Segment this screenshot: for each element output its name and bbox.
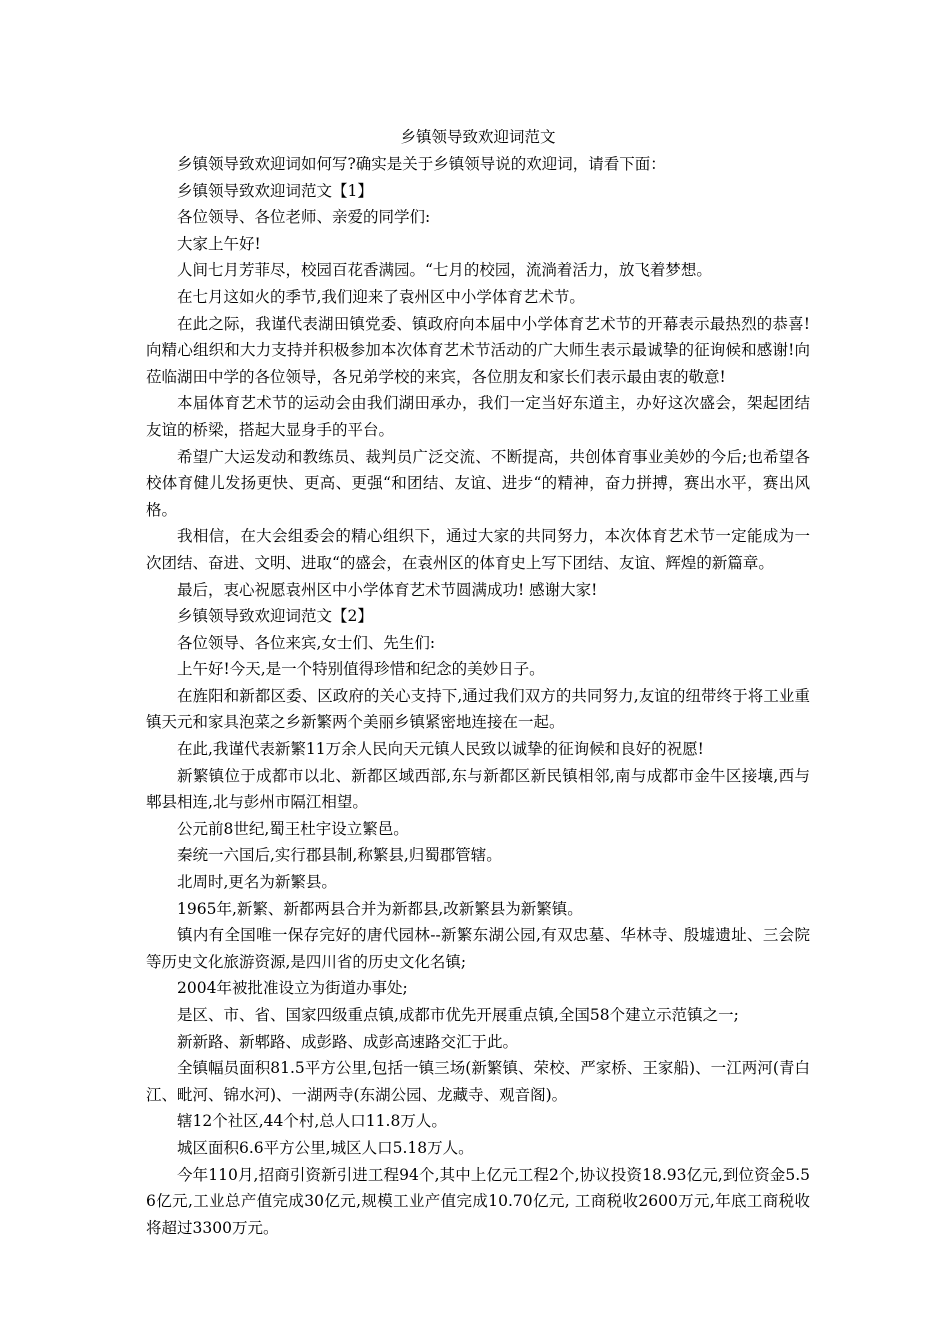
paragraph: 在此之际，我谨代表湖田镇党委、镇政府向本届中小学体育艺术节的开幕表示最热烈的恭喜!向精心组织和大力支持并积极参加本次体育艺术节活动的广大师生表示最诚挚的征询候和感谢!向莅临湖田中学的各位领导，各兄弟学校的来宾，各位朋友和家长们表示最由衷的敬意! bbox=[146, 314, 810, 386]
paragraph: 乡镇领导致欢迎词范文【1】 bbox=[177, 181, 373, 200]
paragraph: 1965年,新繁、新都两县合并为新都县,改新繁县为新繁镇。 bbox=[177, 899, 583, 918]
paragraph: 辖12个社区,44个村,总人口11.8万人。 bbox=[177, 1112, 447, 1131]
document-title: 乡镇领导致欢迎词范文 bbox=[400, 128, 556, 146]
paragraph: 各位领导、各位来宾,女士们、先生们: bbox=[177, 633, 436, 652]
document-page bbox=[146, 124, 810, 1241]
paragraph: 我相信，在大会组委会的精心组织下，通过大家的共同努力，本次体育艺术节一定能成为一次团结、奋进、文明、进取“的盛会，在袁州区的体育史上写下团结、友谊、辉煌的新篇章。 bbox=[146, 527, 810, 572]
paragraph: 最后，衷心祝愿袁州区中小学体育艺术节圆满成功! 感谢大家! bbox=[177, 580, 598, 599]
paragraph: 上午好!今天,是一个特别值得珍惜和纪念的美妙日子。 bbox=[177, 660, 545, 679]
paragraph: 是区、市、省、国家四级重点镇,成都市优先开展重点镇,全国58个建立示范镇之一; bbox=[177, 1006, 739, 1024]
paragraph: 在此,我谨代表新繁11万余人民向天元镇人民致以诚挚的征询候和良好的祝愿! bbox=[177, 740, 704, 759]
paragraph: 人间七月芳菲尽，校园百花香满园。“七月的校园，流淌着活力，放飞着梦想。 bbox=[177, 261, 712, 280]
paragraph: 大家上午好! bbox=[177, 234, 261, 253]
paragraph: 新新路、新郫路、成彭路、成彭高速路交汇于此。 bbox=[177, 1032, 519, 1051]
paragraph: 北周时,更名为新繁县。 bbox=[177, 873, 337, 892]
paragraph: 全镇幅员面积81.5平方公里,包括一镇三场(新繁镇、荣校、严家桥、王家船)、一江两河(青白江、毗河、锦水河)、一湖两寺(东湖公园、龙藏寺、观音阁)。 bbox=[146, 1059, 810, 1104]
paragraph: 2004年被批准设立为街道办事处; bbox=[177, 979, 408, 998]
paragraph: 今年110月,招商引资新引进工程94个,其中上亿元工程2个,协议投资18.93亿元,到位资金5.56亿元,工业总产值完成30亿元,规模工业产值完成10.70亿元, 工商税收2600万元,年底工商税收将超过3300万元。 bbox=[146, 1165, 810, 1237]
paragraph: 乡镇领导致欢迎词范文【2】 bbox=[177, 607, 373, 626]
paragraph: 希望广大运发动和教练员、裁判员广泛交流、不断提高，共创体育事业美妙的今后;也希望各校体育健儿发扬更快、更高、更强“和团结、友谊、进步“的精神，奋力拼搏，赛出水平，赛出风格。 bbox=[146, 447, 810, 519]
paragraph: 新繁镇位于成都市以北、新都区域西部,东与新都区新民镇相邻,南与成都市金牛区接壤,西与郫县相连,北与彭州市隔江相望。 bbox=[146, 766, 810, 812]
paragraph: 本届体育艺术节的运动会由我们湖田承办，我们一定当好东道主，办好这次盛会，架起团结友谊的桥梁，搭起大显身手的平台。 bbox=[146, 394, 810, 439]
paragraph: 在旌阳和新都区委、区政府的关心支持下,通过我们双方的共同努力,友谊的纽带终于将工业重镇天元和家具泡菜之乡新繁两个美丽乡镇紧密地连接在一起。 bbox=[146, 686, 810, 732]
document-body bbox=[146, 151, 810, 1241]
paragraph: 在七月这如火的季节,我们迎来了袁州区中小学体育艺术节。 bbox=[177, 287, 585, 306]
paragraph: 乡镇领导致欢迎词如何写?确实是关于乡镇领导说的欢迎词，请看下面： bbox=[177, 155, 666, 173]
paragraph: 城区面积6.6平方公里,城区人口5.18万人。 bbox=[177, 1138, 474, 1157]
paragraph: 秦统一六国后,实行郡县制,称繁县,归蜀郡管辖。 bbox=[177, 846, 502, 865]
paragraph: 镇内有全国唯一保存完好的唐代园林--新繁东湖公园,有双忠墓、华林寺、殷墟遗址、三会院等历史文化旅游资源,是四川省的历史文化名镇; bbox=[146, 926, 810, 971]
paragraph: 公元前8世纪,蜀王杜宇设立繁邑。 bbox=[177, 819, 409, 838]
paragraph: 各位领导、各位老师、亲爱的同学们: bbox=[177, 208, 431, 227]
